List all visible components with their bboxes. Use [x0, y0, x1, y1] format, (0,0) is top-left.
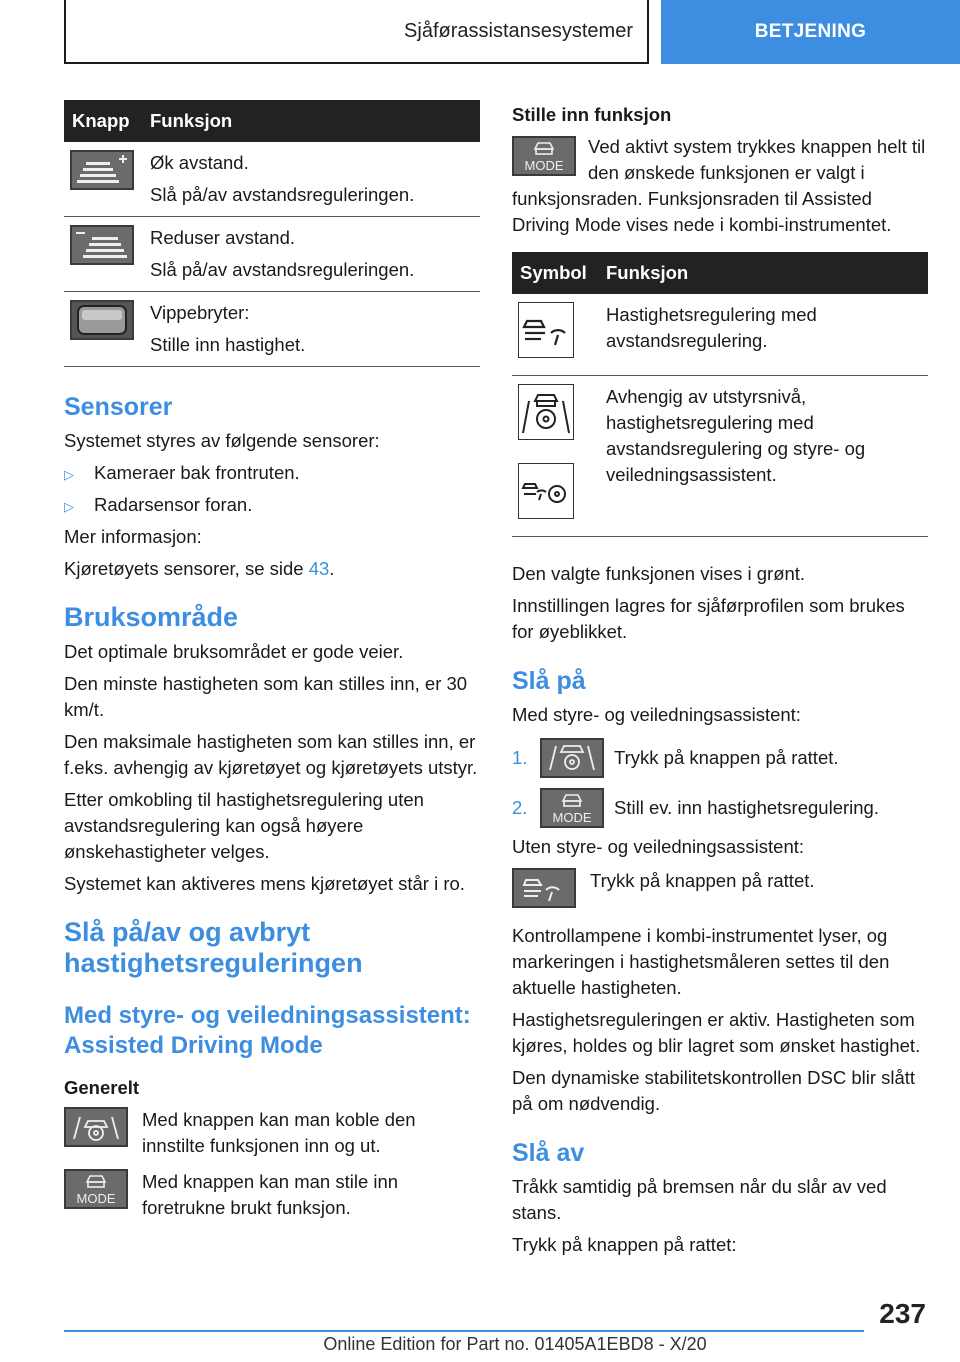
stille-paragraph: [512, 134, 928, 238]
heading-stille-inn: Stille inn funksjon: [512, 104, 672, 125]
heading-onoff: Slå på/av og avbryt hastighetsreguleringen: [64, 917, 363, 978]
slaav-p2: Trykk på knappen på rattet:: [512, 1234, 737, 1255]
slapa-p1: Kontrollampene i kombi-instrumentet lyser, og markeringen i hastighetsmåleren settes til den aktuelle hastigheten.: [512, 925, 890, 998]
bullet-text: Radarsensor foran.: [94, 494, 253, 515]
right-column: [512, 100, 928, 1264]
reduce-distance-icon: [70, 225, 134, 265]
table-row: [64, 217, 480, 292]
mode-button-icon: [64, 1169, 128, 1209]
table-header-funksjon: Funksjon: [142, 100, 480, 142]
icon-paragraph: [64, 1169, 480, 1221]
step-2: [512, 788, 928, 828]
table-row: [64, 292, 480, 367]
table-row: [512, 376, 928, 537]
row3-line1: Vippebryter:: [150, 302, 250, 323]
mode-button-icon: [540, 788, 604, 828]
bruk-p2: Den minste hastigheten som kan stilles inn, er 30 km/t.: [64, 673, 468, 720]
footer-divider: [64, 1330, 864, 1332]
bruk-p3: Den maksimale hastigheten som kan stilles inn, er f.eks. avhengig av kjøretøyet og kjøretøyets utstyr.: [64, 731, 478, 778]
table2-row2-text: Avhengig av utstyrsnivå, hastighetsregulering med avstandsregulering og styre- og veiledningsassistent.: [606, 386, 866, 485]
heading-assisted-driving: Med styre- og veiledningsassistent: Assisted Driving Mode: [64, 1002, 471, 1059]
reference-text: Kjøretøyets sensorer, se side: [64, 558, 309, 579]
slapa-p2: Hastighetsreguleringen er aktiv. Hastigheten som kjøres, holdes og blir lagret som ønsket hastighet.: [512, 1009, 921, 1056]
increase-distance-icon: [70, 150, 134, 190]
row1-line2: Slå på/av avstandsreguleringen.: [150, 184, 415, 205]
step-text: Still ev. inn hastighetsregulering.: [614, 797, 879, 818]
section-tab: [661, 0, 960, 64]
mode-label: MODE: [552, 810, 592, 825]
icon-paragraph: [64, 1107, 480, 1159]
mode-label: MODE: [76, 1191, 116, 1206]
bruk-p1: Det optimale bruksområdet er gode veier.: [64, 641, 404, 662]
list-item: [64, 492, 480, 518]
sensorer-intro: Systemet styres av følgende sensorer:: [64, 430, 380, 451]
step-number: 2.: [512, 797, 528, 818]
p-saved: Innstillingen lagres for sjåførprofilen som brukes for øyeblikket.: [512, 595, 905, 642]
header-title: Sjåførassistansesystemer: [404, 19, 633, 42]
more-info: Mer informasjon:: [64, 526, 202, 547]
with-assistant: Med styre- og veiledningsassistent:: [512, 704, 801, 725]
table-row: [512, 294, 928, 376]
heading-sla-pa: Slå på: [512, 667, 586, 695]
assisted-driving-button-icon: [64, 1107, 128, 1147]
rocker-switch-icon: [70, 300, 134, 340]
page-number: 237: [879, 1298, 926, 1329]
slaav-p1: Tråkk samtidig på bremsen når du slår av ved stans.: [512, 1176, 887, 1223]
table-header-funksjon: Funksjon: [598, 252, 928, 294]
cruise-distance-symbol-icon: [518, 302, 574, 358]
cruise-distance-button-icon: [512, 868, 576, 908]
step-text: Trykk på knappen på rattet.: [614, 747, 839, 768]
without-assistant: Uten styre- og veiledningsassistent:: [512, 836, 805, 857]
stille-p1: Ved aktivt system trykkes knappen helt til den ønskede funksjonen er valgt i funksjonsraden. Funksjonsraden til Assisted Driving Mode vises nede i kombi-instrumentet.: [512, 136, 926, 235]
heading-bruksomrade: Bruksområde: [64, 602, 239, 632]
header-title-box: [64, 0, 649, 64]
bruk-p5: Systemet kan aktiveres mens kjøretøyet står i ro.: [64, 873, 465, 894]
p-green: Den valgte funksjonen vises i grønt.: [512, 563, 806, 584]
row1-line1: Øk avstand.: [150, 152, 249, 173]
reference-end: .: [329, 558, 335, 579]
left-column: [64, 100, 480, 1231]
section-label: BETJENING: [754, 21, 867, 42]
step-1: [512, 738, 928, 778]
mode-label: MODE: [524, 158, 564, 173]
heading-sensorer: Sensorer: [64, 393, 173, 421]
bruk-p4: Etter omkobling til hastighetsregulering uten avstandsregulering kan også høyere ønskehastigheter velges.: [64, 789, 424, 862]
slapa-p3: Den dynamiske stabilitetskontrollen DSC blir slått på om nødvendig.: [512, 1067, 916, 1114]
icon-paragraph: [512, 868, 928, 913]
table-row: [64, 142, 480, 217]
table-header-symbol: Symbol: [512, 252, 598, 294]
assisted-driving-symbol-icon: [518, 384, 574, 440]
heading-generelt: Generelt: [64, 1077, 140, 1098]
button-function-table: [64, 100, 480, 367]
row2-line1: Reduser avstand.: [150, 227, 296, 248]
heading-sla-av: Slå av: [512, 1139, 585, 1167]
table2-row1-text: Hastighetsregulering med avstandsregulering.: [606, 304, 817, 351]
press-button-text: Trykk på knappen på rattet.: [590, 870, 815, 891]
page-link[interactable]: 43: [308, 558, 330, 579]
triangle-bullet-icon: ▷: [64, 467, 74, 482]
footer-edition: Online Edition for Part no. 01405A1EBD8 - X/20: [323, 1334, 707, 1354]
triangle-bullet-icon: ▷: [64, 499, 74, 514]
bullet-text: Kameraer bak frontruten.: [94, 462, 300, 483]
generelt-p2: Med knappen kan man stile inn foretrukne brukt funksjon.: [142, 1171, 399, 1218]
generelt-p1: Med knappen kan man koble den innstilte funksjonen inn og ut.: [142, 1109, 416, 1156]
list-item: [64, 460, 480, 486]
table-header-knapp: Knapp: [64, 100, 142, 142]
symbol-function-table: [512, 252, 928, 537]
sensor-reference: [64, 556, 480, 582]
cruise-steering-symbol-icon: [518, 463, 574, 519]
assisted-driving-button-icon: [540, 738, 604, 778]
mode-button-icon: [512, 136, 576, 176]
row3-line2: Stille inn hastighet.: [150, 334, 306, 355]
row2-line2: Slå på/av avstandsreguleringen.: [150, 259, 415, 280]
step-number: 1.: [512, 747, 528, 768]
